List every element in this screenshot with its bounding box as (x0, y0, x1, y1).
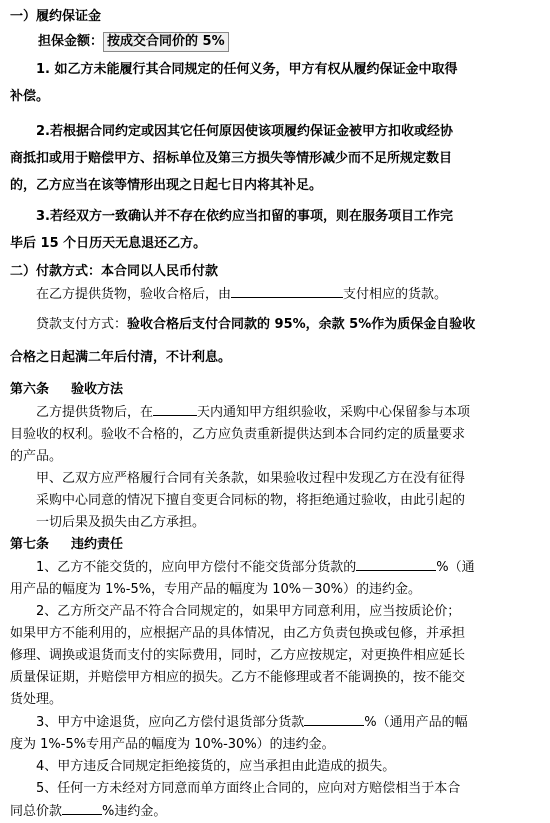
liability-5-line1: 5、任何一方未经对方同意而单方面终止合同的，应向对方赔偿相当于本合 (36, 781, 461, 796)
article-7-title: 违约责任 (71, 537, 124, 552)
acceptance-para-1-end: 天内通知甲方组织验收，采购中心保留参与本项 (197, 405, 471, 420)
liability-2-line4: 质量保证期，并赔偿甲方相应的损失。乙方不能修理或者不能调换的，按不能交 (10, 670, 466, 685)
liability-1-end: %（通 (436, 560, 475, 575)
payment-line-1-end: 支付相应的货款。 (343, 287, 448, 302)
liability-5-line2 (10, 800, 536, 823)
percent-blank-2[interactable] (304, 711, 364, 726)
liability-2-line2: 如果甲方不能利用的，应根据产品的具体情况，由乙方负责包换或包修，并承担 (10, 626, 466, 641)
payer-blank[interactable] (231, 283, 343, 298)
bond-clause-2-line3: 的，乙方应当在该等情形出现之日起七日内将其补足。 (10, 178, 323, 193)
guarantee-value-field[interactable]: 按成交合同价的 5% (103, 32, 229, 52)
liability-3-start: 3、甲方中途退货，应向乙方偿付退货部分货款 (36, 715, 305, 730)
liability-3-line2: 度为 1%-5%专用产品的幅度为 10%-30%）的违约金。 (10, 737, 335, 752)
acceptance-para-1-start: 乙方提供货物后，在 (36, 405, 154, 420)
liability-5-start: 同总价款 (10, 804, 63, 819)
acceptance-para-1-line3: 的产品。 (10, 449, 63, 464)
liability-3-end: %（通用产品的幅 (364, 715, 468, 730)
acceptance-para-1-line2: 目验收的权利。验收不合格的，乙方应负责重新提供达到本合同约定的质量要求 (10, 427, 466, 442)
section-heading-payment: 二）付款方式：本合同以人民币付款 (10, 264, 219, 279)
days-blank[interactable] (153, 401, 197, 416)
article-6-title: 验收方法 (71, 382, 124, 397)
bond-clause-1-line1: 1. 如乙方未能履行其合同规定的任何义务，甲方有权从履约保证金中取得 (36, 62, 458, 77)
payment-method-line (10, 311, 536, 338)
article-7-heading (10, 534, 536, 556)
payment-method-line-2: 合格之日起满二年后付清，不计利息。 (10, 350, 232, 365)
bond-clause-1-line2: 补偿。 (10, 89, 50, 104)
payment-method-text: 验收合格后支付合同款的 95%，余款 5%作为质保金自验收 (127, 317, 476, 332)
payment-method-label: 贷款支付方式： (36, 317, 128, 332)
liability-5-end: %违约金。 (102, 804, 167, 819)
guarantee-amount-line (10, 28, 536, 56)
guarantee-label: 担保金额： (38, 34, 104, 49)
acceptance-para-2-line1: 甲、乙双方应严格履行合同有关条款，如果验收过程中发现乙方在没有征得 (36, 471, 466, 486)
liability-2-line5: 货处理。 (10, 692, 63, 707)
section-heading-performance-bond: 一）履约保证金 (10, 9, 102, 24)
acceptance-para-1-line1 (10, 401, 536, 424)
liability-1-start: 1、乙方不能交货的，应向甲方偿付不能交货部分货款的 (36, 560, 357, 575)
article-6-heading (10, 379, 536, 401)
bond-clause-3-line1: 3.若经双方一致确认并不存在依约应当扣留的事项，则在服务项目工作完 (36, 209, 453, 224)
article-6-number: 第六条 (10, 382, 50, 397)
bond-clause-3-line2: 毕后 15 个日历天无息退还乙方。 (10, 236, 207, 251)
acceptance-para-2-line2: 采购中心同意的情况下擅自变更合同标的物，将拒绝通过验收，由此引起的 (36, 493, 466, 508)
liability-4-line1: 4、甲方违反合同规定拒绝接货的，应当承担由此造成的损失。 (36, 759, 396, 774)
percent-blank-3[interactable] (62, 800, 102, 815)
bond-clause-2-line1: 2.若根据合同约定或因其它任何原因使该项履约保证金被甲方扣收或经协 (36, 124, 453, 139)
payment-line-1-start: 在乙方提供货物，验收合格后，由 (36, 287, 232, 302)
percent-blank-1[interactable] (356, 556, 436, 571)
acceptance-para-2-line3: 一切后果及损失由乙方承担。 (36, 515, 206, 530)
liability-2-line1: 2、乙方所交产品不符合合同规定的，如果甲方同意利用，应当按质论价； (36, 604, 461, 619)
bond-clause-2-line2: 商抵扣或用于赔偿甲方、招标单位及第三方损失等情形减少而不足所规定数目 (10, 151, 453, 166)
liability-1-line2: 用产品的幅度为 1%-5%，专用产品的幅度为 10%－30%）的违约金。 (10, 582, 421, 597)
payment-line-1 (10, 283, 536, 305)
liability-2-line3: 修理、调换或退货而支付的实际费用，同时，乙方应按规定，对更换件相应延长 (10, 648, 466, 663)
liability-3-line1 (10, 711, 536, 734)
liability-1-line1 (10, 556, 536, 579)
article-7-number: 第七条 (10, 537, 50, 552)
